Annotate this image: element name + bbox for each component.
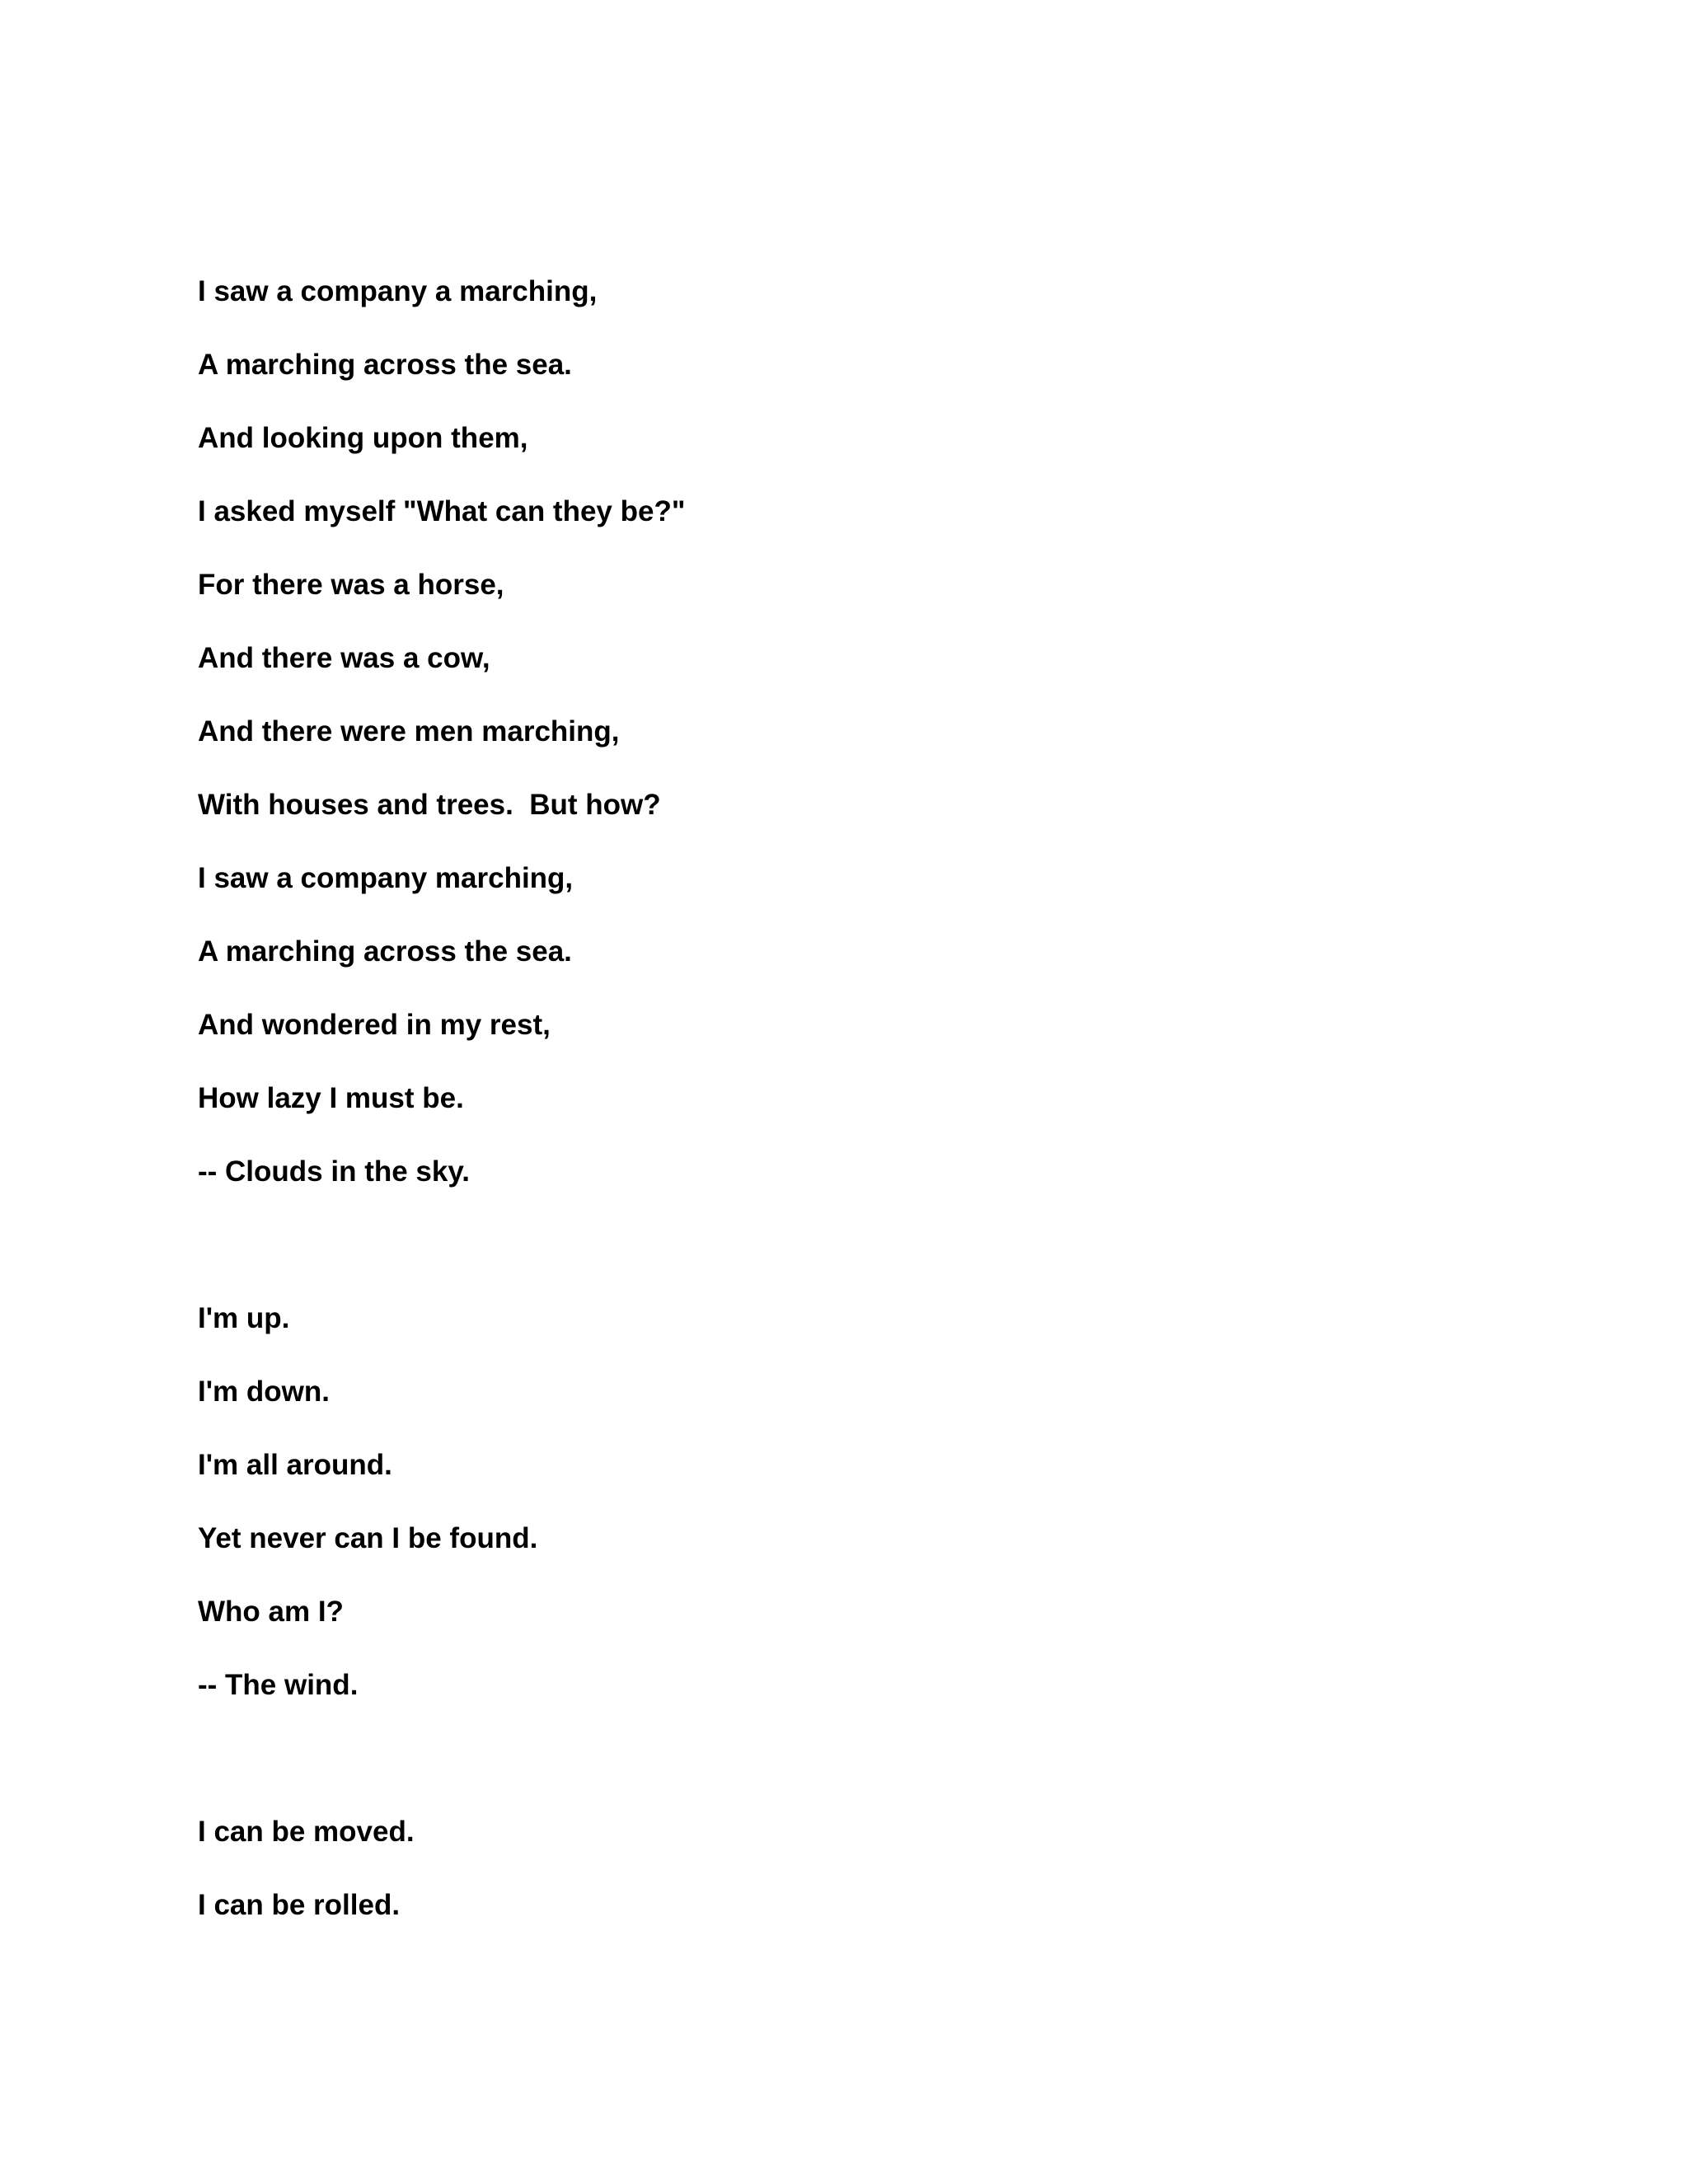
poem-line: I can be moved. bbox=[198, 1816, 415, 1848]
poem-line: I can be rolled. bbox=[198, 1889, 401, 1921]
poem-line: A marching across the sea. bbox=[198, 935, 572, 968]
poem-line: I'm up. bbox=[198, 1302, 290, 1334]
poem-line: And looking upon them, bbox=[198, 422, 528, 454]
poem-line: I saw a company a marching, bbox=[198, 275, 598, 307]
poem-line: I asked myself "What can they be?" bbox=[198, 495, 686, 527]
poem-line: For there was a horse, bbox=[198, 569, 504, 601]
poem-line: I'm down. bbox=[198, 1376, 330, 1408]
poem-line: And there was a cow, bbox=[198, 642, 490, 674]
poem-line: I'm all around. bbox=[198, 1449, 392, 1481]
poem-line: Yet never can I be found. bbox=[198, 1522, 538, 1554]
poem-line: With houses and trees. But how? bbox=[198, 789, 661, 821]
riddle-answer: -- The wind. bbox=[198, 1669, 359, 1701]
riddle-answer: -- Clouds in the sky. bbox=[198, 1155, 470, 1188]
poem-line: Who am I? bbox=[198, 1596, 344, 1628]
poem-line: A marching across the sea. bbox=[198, 349, 572, 381]
poem-line: And there were men marching, bbox=[198, 715, 620, 748]
poem-line: I saw a company marching, bbox=[198, 862, 574, 894]
poem-line: How lazy I must be. bbox=[198, 1082, 464, 1114]
poem-line: And wondered in my rest, bbox=[198, 1009, 551, 1041]
